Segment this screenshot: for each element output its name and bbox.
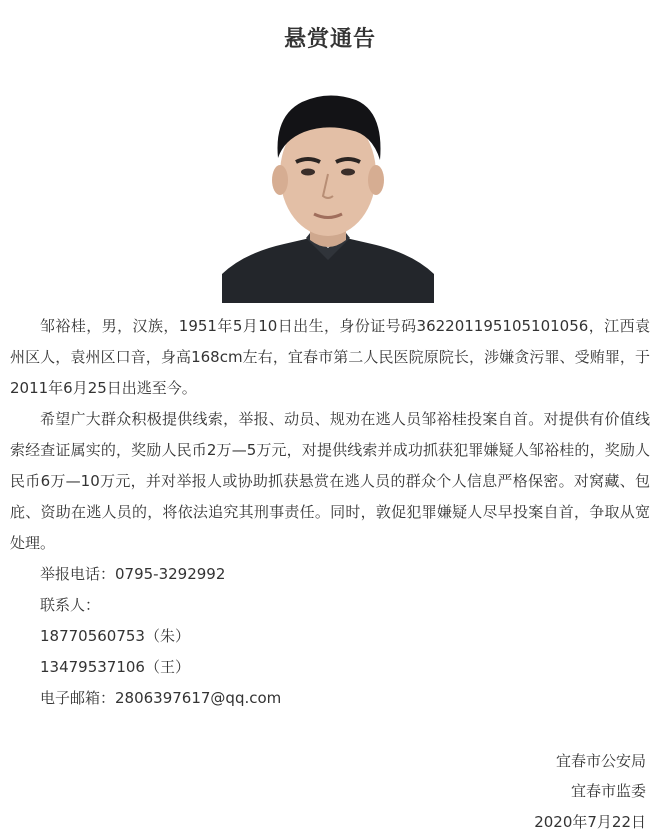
hotline-text: 举报电话：0795-3292992	[40, 565, 226, 583]
issuer-police: 宜春市公安局	[555, 752, 646, 770]
issue-date: 2020年7月22日	[534, 813, 646, 831]
notice-title: 悬赏通告	[283, 27, 376, 52]
suspect-photo	[222, 88, 434, 303]
contacts-label: 联系人：	[40, 596, 101, 614]
notice-body	[10, 311, 650, 714]
contact-phone-1: 18770560753（朱）	[40, 627, 190, 645]
reward-description: 希望广大群众积极提供线索，举报、动员、规劝在逃人员邹裕桂投案自首。对提供有价值线索经查证属实的，奖励人民币2万—5万元，对提供线索并成功抓获犯罪嫌疑人邹裕桂的，奖励人民币6万—10万元，并对举报人或协助抓获悬赏在逃人员的群众个人信息严格保密。对窝藏、包庇、资助在逃人员的，将依法追究其刑事责任。同时，敦促犯罪嫌疑人尽早投案自首，争取从宽处理。	[10, 410, 650, 552]
suspect-description: 邹裕桂，男，汉族，1951年5月10日出生，身份证号码362201195105101056，江西袁州区人，袁州区口音，身高168cm左右，宜春市第二人民医院原院长，涉嫌贪污罪、受贿罪，于2011年6月25日出逃至今。	[10, 317, 650, 397]
email-text: 电子邮箱：2806397617@qq.com	[40, 689, 282, 707]
issuer-supervision: 宜春市监委	[570, 782, 646, 800]
contact-phone-2: 13479537106（王）	[40, 658, 190, 676]
